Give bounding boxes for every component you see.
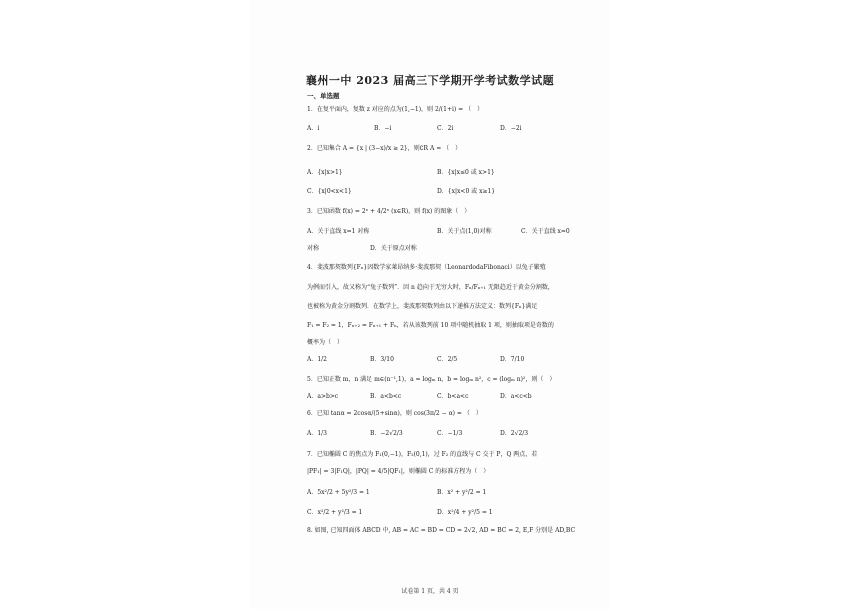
q5-option-c: C．b<a<c	[437, 393, 469, 400]
question-4-line-3: 也被称为黄金分割数列．在数学上，斐波那契数列由以下递推方法定义：数列{Fₙ}满足	[307, 303, 538, 310]
q7-option-a: A．5x²/2 + 5y²/3 = 1	[307, 489, 370, 496]
q6-option-a: A．1/3	[307, 430, 327, 437]
q4-option-b: B．3/10	[370, 356, 394, 363]
question-1: 1．在复平面内，复数 z 对应的点为(1,−1)，则 2/(1+i) = （ ）	[307, 106, 484, 113]
page-footer: 试卷第 1 页，共 4 页	[401, 588, 459, 595]
question-7-line-2: |PF₁| = 3|F₁Q|，|PQ| = 4/5|QF₁|，则椭圆 C 的标准方程为（ ）	[307, 468, 490, 475]
q5-option-a: A．a>b>c	[307, 393, 339, 400]
q5-option-d: D．a<c<b	[500, 393, 532, 400]
q6-option-c: C．−1/3	[437, 430, 463, 437]
q6-option-d: D．2√2/3	[500, 430, 529, 437]
q3-option-c-cont: 对称	[307, 245, 320, 252]
question-4-line-5: 概率为（ ）	[307, 339, 344, 346]
exam-page	[250, 0, 610, 609]
q3-option-c: C．关于直线 x=0	[521, 228, 570, 235]
q5-option-b: B．a<b<c	[370, 393, 402, 400]
question-8: 8. 如图, 已知四面体 ABCD 中, AB = AC = BD = CD = 2√2, AD = BC = 2, E,F 分别是 AD,BC	[307, 527, 576, 534]
q1-option-d: D．−2i	[500, 125, 522, 132]
q2-option-d: D．{x|x<0 或 x≥1}	[437, 188, 496, 195]
q1-option-c: C．2i	[437, 125, 454, 132]
q2-option-b: B．{x|x≤0 或 x>1}	[437, 169, 495, 176]
q7-option-c: C．x²/2 + y²/3 = 1	[307, 509, 363, 516]
q1-option-a: A．i	[307, 125, 320, 132]
q2-option-c: C．{x|0<x<1}	[307, 188, 352, 195]
q2-option-a: A．{x|x>1}	[307, 169, 343, 176]
question-4-line-4: F₁ = F₂ = 1，Fₙ₊₂ = Fₙ₊₁ + Fₙ，若从该数列前 10 项中随机抽取 1 项，则抽取项是奇数的	[307, 322, 554, 329]
q6-option-b: B．−2√2/3	[370, 430, 403, 437]
q4-option-c: C．2/5	[437, 356, 458, 363]
q7-option-b: B．x² + y²/2 = 1	[437, 489, 487, 496]
question-6: 6．已知 tanα = 2cosα/(5+sinα)，则 cos(3π/2 − α) = （ ）	[307, 410, 482, 417]
q1-option-b: B．−i	[374, 125, 392, 132]
q3-option-a: A．关于直线 x=1 对称	[307, 228, 370, 235]
section-heading: 一、单选题	[307, 92, 340, 100]
q4-option-a: A．1/2	[307, 356, 327, 363]
question-3: 3．已知函数 f(x) = 2ˣ + 4/2ˣ (x∈R)，则 f(x) 的图象（ ）	[307, 208, 471, 215]
question-7-line-1: 7．已知椭圆 C 的焦点为 F₁(0,−1)，F₂(0,1)，过 F₂ 的直线与 C 交于 P，Q 两点，若	[307, 451, 538, 458]
question-4-line-1: 4．斐波那契数列{Fₙ}因数学家莱昂纳多·斐波那契（LeonardodaFibonaci）以兔子繁殖	[307, 264, 546, 271]
question-2: 2．已知集合 A = {x | (3−x)/x ≥ 2}，则∁R A = （ ）	[307, 145, 462, 152]
question-4-line-2: 为例而引入，故又称为“兔子数列”．因 n 趋向于无穷大时，Fₙ/Fₙ₊₁ 无限趋近于黄金分割数，	[307, 284, 554, 291]
q7-option-d: D．x²/4 + y²/5 = 1	[437, 509, 493, 516]
q3-option-d: D．关于原点对称	[370, 245, 417, 252]
q4-option-d: D．7/10	[500, 356, 525, 363]
page-title: 襄州一中 2023 届高三下学期开学考试数学试题	[305, 74, 555, 87]
q3-option-b: B．关于点(1,0)对称	[437, 228, 492, 235]
question-5: 5．已知正数 m，n 满足 m∈(n⁻¹,1)，a = logₘ n，b = logₘ n²，c = (logₘ n)²，则（ ）	[307, 376, 556, 383]
